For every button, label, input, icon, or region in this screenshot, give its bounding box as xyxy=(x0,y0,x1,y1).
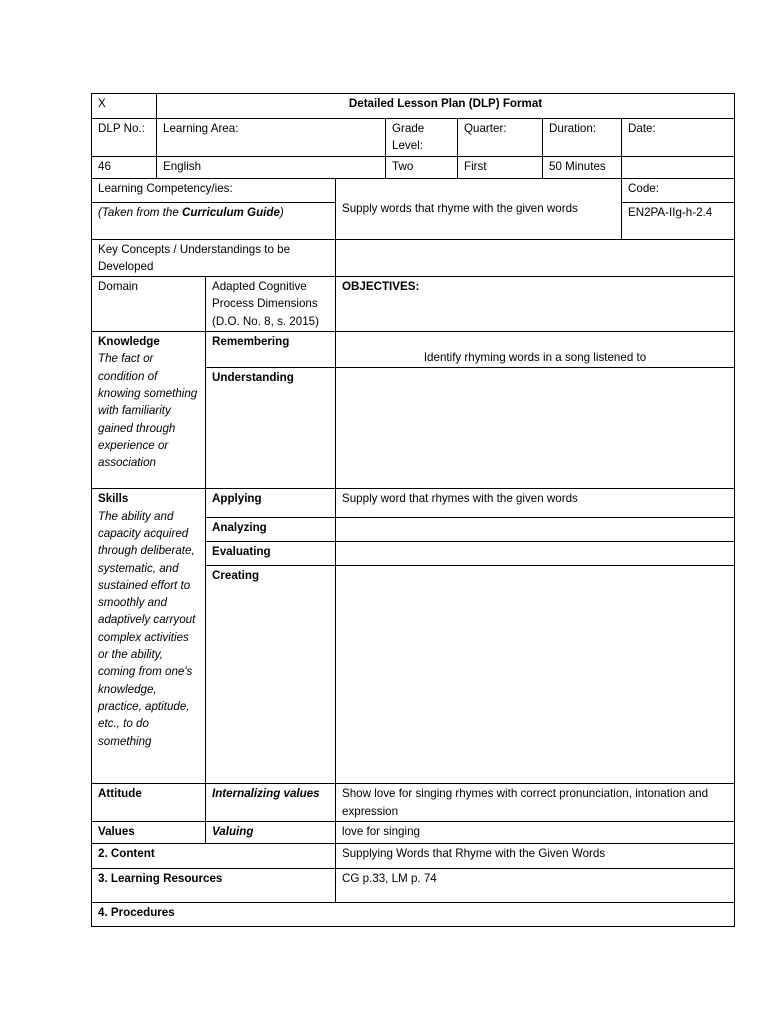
attitude-dimension: Internalizing values xyxy=(206,784,336,822)
skills-name: Skills xyxy=(98,492,129,506)
evaluating-label: Evaluating xyxy=(206,542,336,566)
skills-domain xyxy=(92,489,206,784)
applying-label: Applying xyxy=(206,489,336,518)
dlp-no-value: 46 xyxy=(92,156,157,178)
duration-value: 50 Minutes xyxy=(543,156,622,178)
applying-objective: Supply word that rhymes with the given words xyxy=(336,489,735,518)
date-value xyxy=(622,156,735,178)
attitude-objective: Show love for singing rhymes with correct pronunciation, intonation and expression xyxy=(336,784,735,822)
learning-area-value: English xyxy=(157,156,386,178)
knowledge-description: The fact or condition of knowing something with familiarity gained through experience or association xyxy=(98,352,198,470)
quarter-label: Quarter: xyxy=(458,119,543,157)
content-label: 2. Content xyxy=(92,843,336,868)
procedures-label: 4. Procedures xyxy=(92,902,735,926)
dlp-no-label: DLP No.: xyxy=(92,119,157,157)
competency-source: (Taken from the Curriculum Guide) xyxy=(92,202,336,239)
code-value: EN2PA-IIg-h-2.4 xyxy=(622,202,735,239)
domain-header: Domain xyxy=(92,277,206,332)
remembering-label: Remembering xyxy=(206,332,336,368)
understanding-objective xyxy=(336,368,735,489)
document-title: Detailed Lesson Plan (DLP) Format xyxy=(157,94,735,119)
evaluating-objective xyxy=(336,542,735,566)
code-label: Code: xyxy=(622,178,735,202)
values-objective: love for singing xyxy=(336,821,735,843)
values-dimension: Valuing xyxy=(206,821,336,843)
skills-description: The ability and capacity acquired through deliberate, systematic, and sustained effort to smoothly and adaptively carryout complex activities or the ability, coming from one's knowledge, practice, aptitude, etc., to do something xyxy=(98,509,196,748)
creating-objective xyxy=(336,566,735,784)
resources-label: 3. Learning Resources xyxy=(92,868,336,902)
understanding-label: Understanding xyxy=(206,368,336,489)
x-mark: X xyxy=(92,94,157,119)
grade-level-label: Grade Level: xyxy=(386,119,458,157)
date-label: Date: xyxy=(622,119,735,157)
competency-label: Learning Competency/ies: xyxy=(92,178,336,202)
analyzing-label: Analyzing xyxy=(206,518,336,542)
learning-area-label: Learning Area: xyxy=(157,119,386,157)
competency-text: Supply words that rhyme with the given words xyxy=(336,178,622,239)
dimensions-header: Adapted Cognitive Process Dimensions (D.O. No. 8, s. 2015) xyxy=(206,277,336,332)
resources-value: CG p.33, LM p. 74 xyxy=(336,868,735,902)
knowledge-name: Knowledge xyxy=(98,335,160,349)
values-name: Values xyxy=(92,821,206,843)
key-concepts-label: Key Concepts / Understandings to be Developed xyxy=(92,239,336,277)
remembering-objective: Identify rhyming words in a song listened to xyxy=(336,332,735,368)
knowledge-domain xyxy=(92,332,206,489)
duration-label: Duration: xyxy=(543,119,622,157)
key-concepts-value xyxy=(336,239,735,277)
grade-level-value: Two xyxy=(386,156,458,178)
attitude-name: Attitude xyxy=(92,784,206,822)
creating-label: Creating xyxy=(206,566,336,784)
content-value: Supplying Words that Rhyme with the Given Words xyxy=(336,843,735,868)
analyzing-objective xyxy=(336,518,735,542)
dlp-table xyxy=(91,93,735,927)
objectives-header: OBJECTIVES: xyxy=(336,277,735,332)
quarter-value: First xyxy=(458,156,543,178)
